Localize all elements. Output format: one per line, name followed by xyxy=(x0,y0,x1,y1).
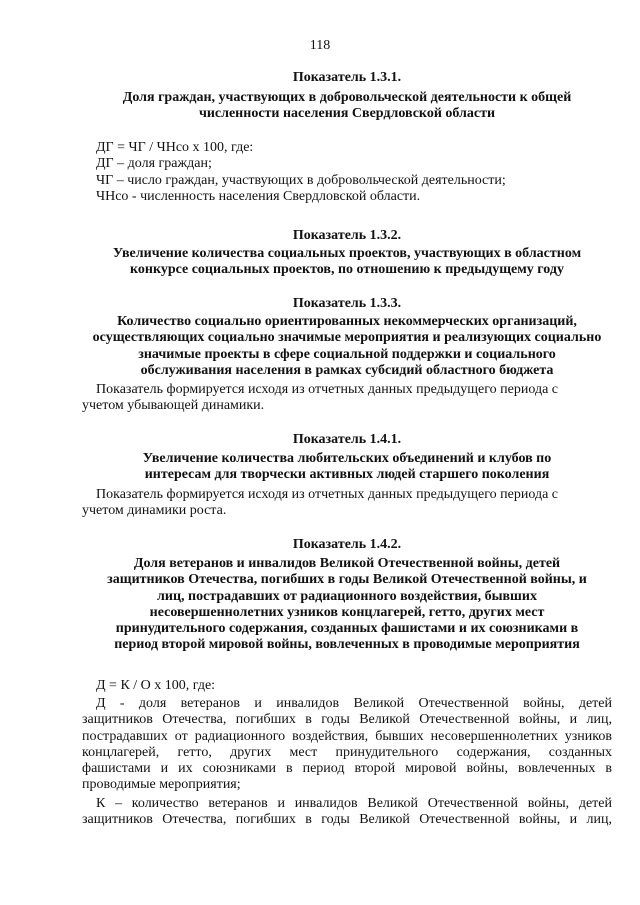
definition-k: К – количество ветеранов и инвалидов Великой Отечественной войны, детей защитников Отечества, погибших в годы Великой Отечественной войны, и лиц, xyxy=(82,796,612,828)
indicator-1-4-2-title: Доля ветеранов и инвалидов Великой Отечественной войны, детей защитников Отечества, погибших в годы Великой Отечественной войны, и лиц, пострадавших от радиационного воздействия, бывших несовершеннолетних узников концлагерей, гетто, других мест принудительного содержания, созданных фашистами и их союзниками в период второй мировой войны, вовлеченных в проводимые мероприятия xyxy=(107,556,587,653)
indicator-1-4-1-text: Показатель формируется исходя из отчетных данных предыдущего периода с учетом динамики роста. xyxy=(82,487,559,519)
indicator-1-3-1-heading: Показатель 1.3.1. xyxy=(292,70,402,85)
definition: ДГ – доля граждан; xyxy=(96,156,212,172)
definition-d: Д - доля ветеранов и инвалидов Великой Отечественной войны, детей защитников Отечества, погибших в годы Великой Отечественной войны, и лиц, пострадавших от радиационного воздействия, бывших несовершеннолетних узников концлагерей, гетто, других мест принудительного содержания, созданных фашистами и их союзниками в период второй мировой войны, вовлеченных в проводимые мероприятия; xyxy=(82,696,612,793)
indicator-1-3-1-title: Доля граждан, участвующих в добровольческой деятельности к общей численности населения Свердловской области xyxy=(122,90,572,122)
formula: ДГ = ЧГ / ЧНсо х 100, где: xyxy=(96,140,254,155)
indicator-1-3-3-title: Количество социально ориентированных некоммерческих организаций, осуществляющих социально значимые мероприятия и реализующих социально значимые проекты в сфере социальной поддержки и социального обслуживания населения в рамках субсидий областного бюджета xyxy=(92,314,602,378)
definition: ЧНсо - численность населения Свердловской области. xyxy=(96,188,421,204)
page-number: 118 xyxy=(309,38,331,53)
indicator-1-3-2-heading: Показатель 1.3.2. xyxy=(292,228,402,243)
indicator-1-4-1-title: Увеличение количества любительских объединений и клубов по интересам для творчески активных людей старшего поколения xyxy=(142,451,552,483)
indicator-1-3-2-title: Увеличение количества социальных проектов, участвующих в областном конкурсе социальных проектов, по отношению к предыдущему году xyxy=(112,246,582,278)
indicator-1-3-1-formula-block xyxy=(82,140,612,205)
indicator-1-4-2-formula xyxy=(82,678,612,694)
indicator-1-4-1-heading: Показатель 1.4.1. xyxy=(292,432,402,447)
definition: ЧГ – число граждан, участвующих в добровольческой деятельности; xyxy=(96,172,506,188)
indicator-1-4-2-heading: Показатель 1.4.2. xyxy=(292,537,402,552)
indicator-1-3-3-text: Показатель формируется исходя из отчетных данных предыдущего периода с учетом убывающей динамики. xyxy=(82,382,559,414)
formula: Д = К / О х 100, где: xyxy=(96,678,216,693)
indicator-1-3-3-heading: Показатель 1.3.3. xyxy=(292,296,402,311)
